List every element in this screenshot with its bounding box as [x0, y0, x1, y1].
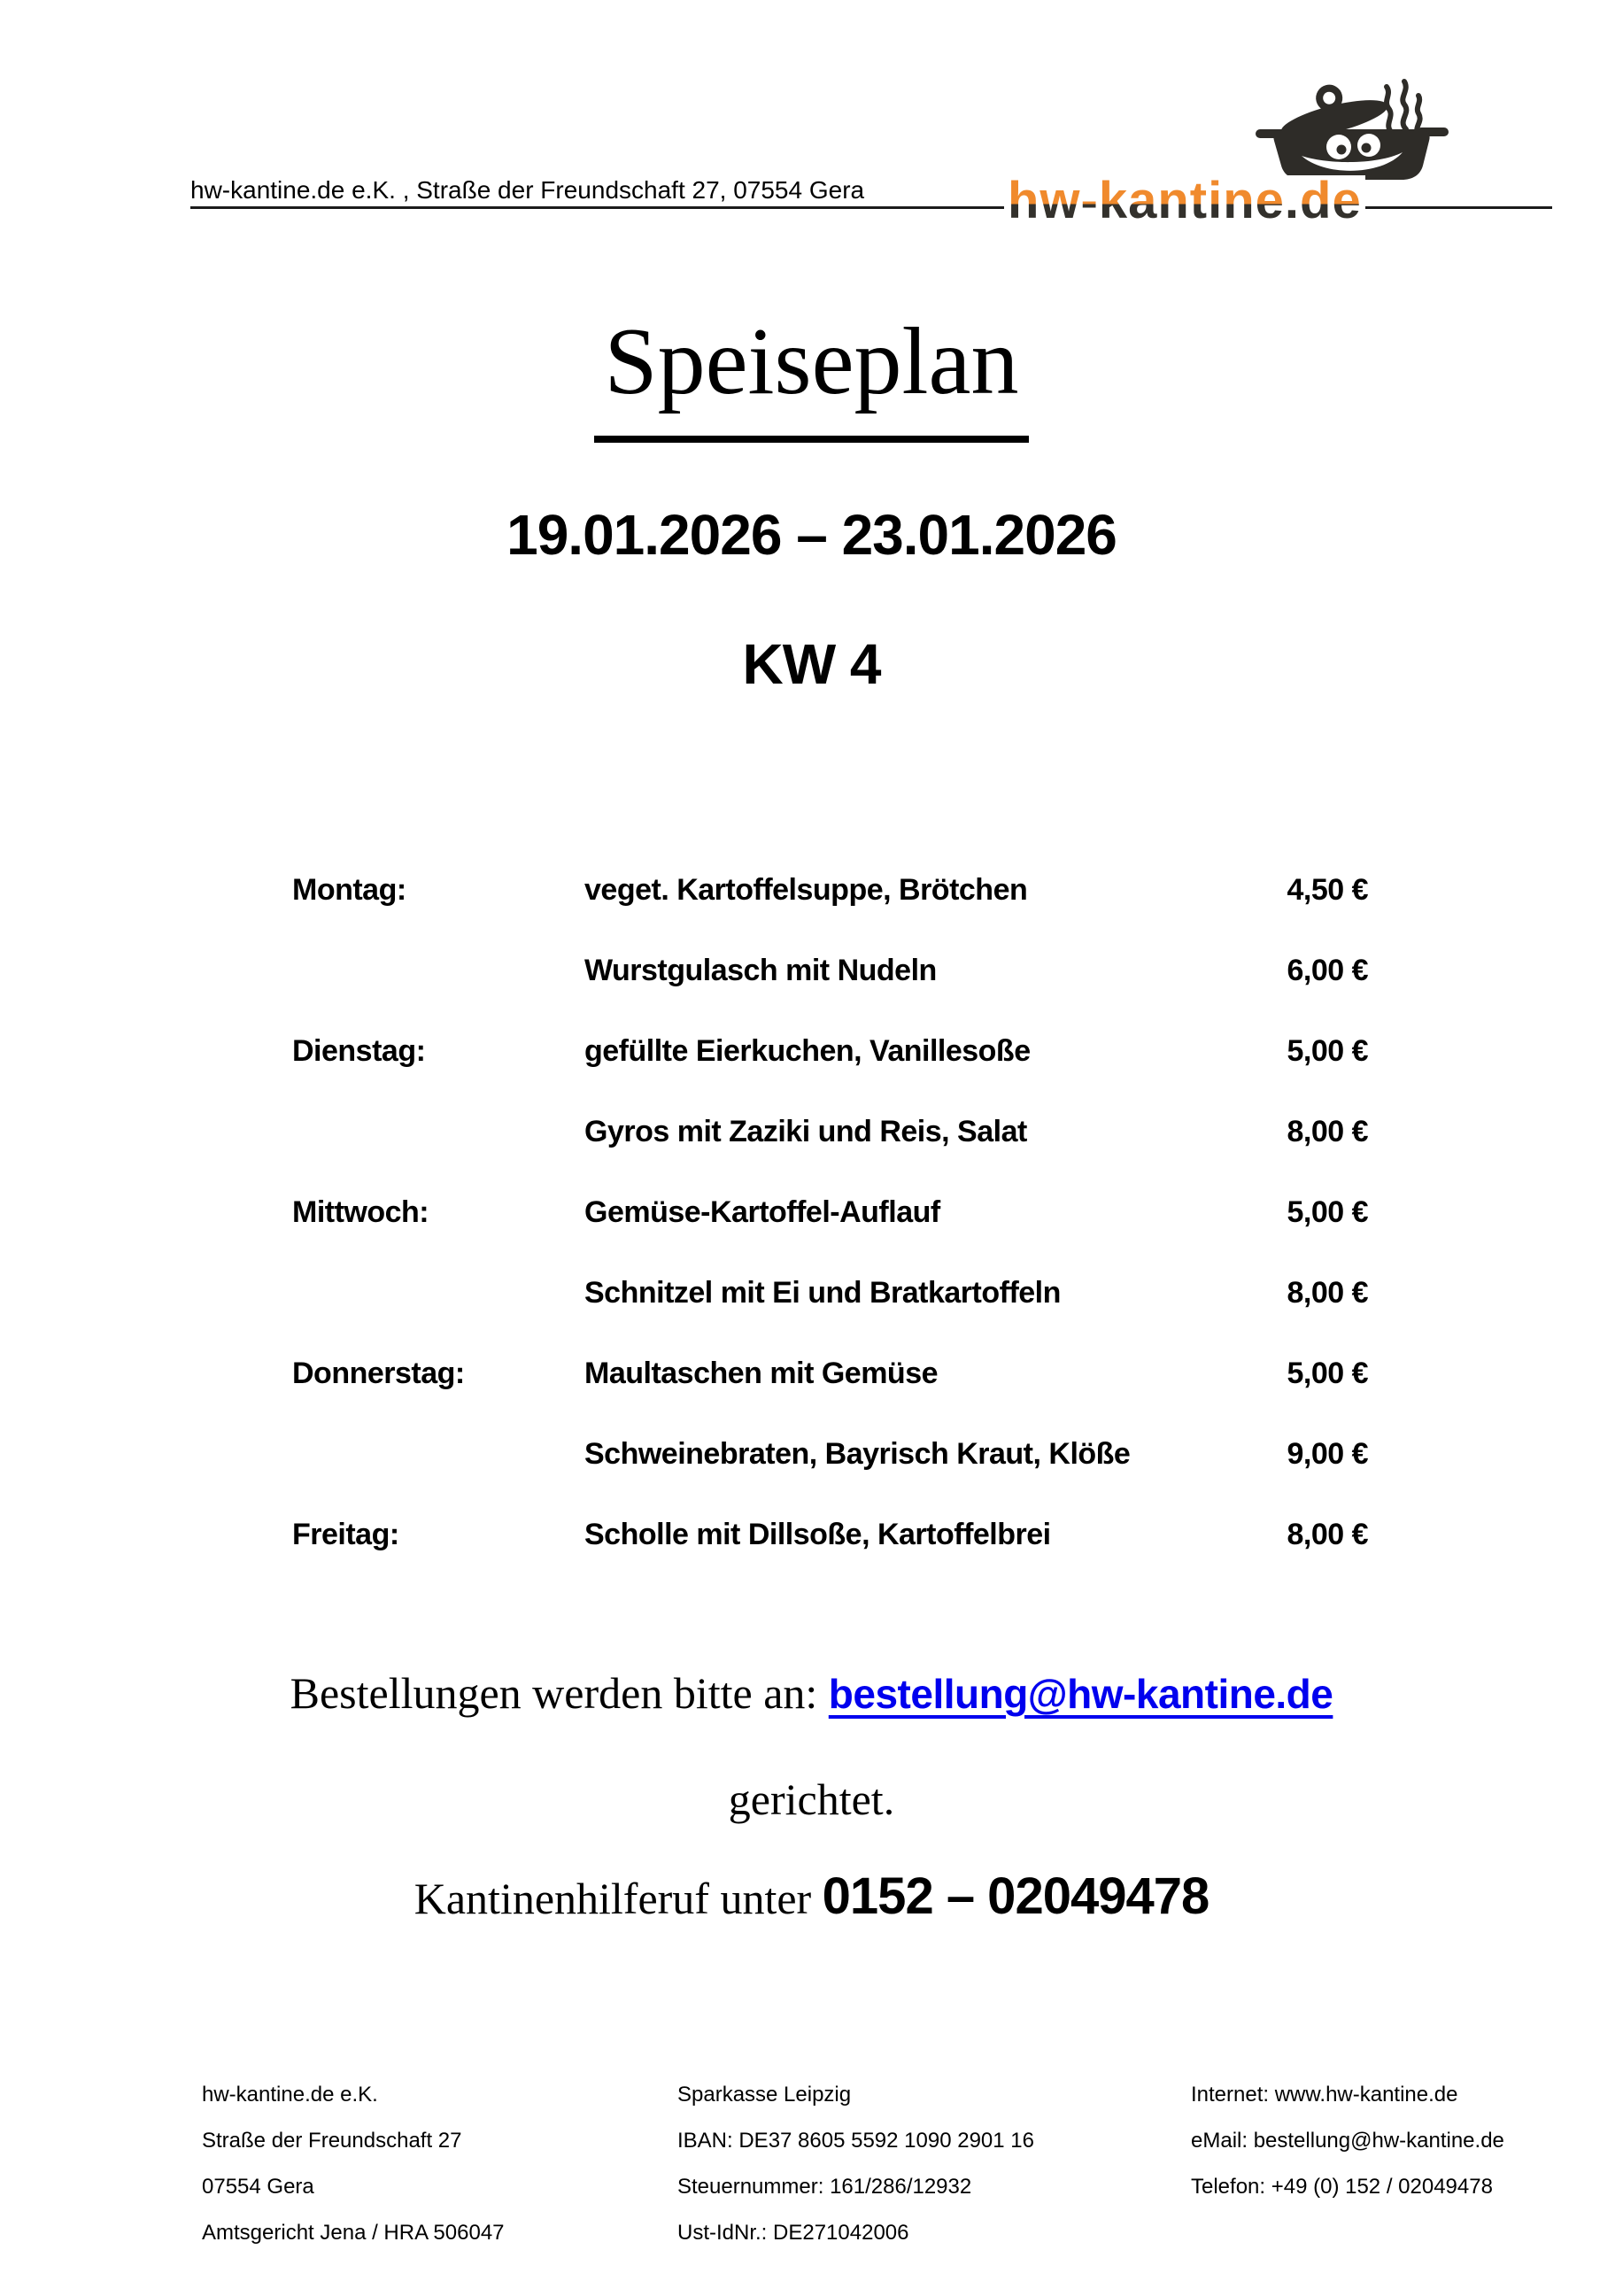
dish-price: 8,00 €: [1287, 1276, 1368, 1310]
footer-city: 07554 Gera: [202, 2175, 314, 2199]
dish-price: 4,50 €: [1287, 873, 1368, 907]
dish-name: gefüllte Eierkuchen, Vanillesoße: [584, 1034, 1031, 1068]
hotline-line: [0, 1867, 1623, 1928]
dish-price: 6,00 €: [1287, 954, 1368, 987]
footer-street: Straße der Freundschaft 27: [202, 2129, 462, 2153]
logo-wordmark: hw-kantine.de: [1004, 175, 1365, 228]
menu-row: [292, 1092, 1368, 1172]
dish-name: Maultaschen mit Gemüse: [584, 1357, 939, 1390]
company-address-line: hw-kantine.de e.K. , Straße der Freundschaft 27, 07554 Gera: [190, 176, 865, 204]
page-title: Speiseplan: [594, 290, 1030, 443]
footer-bank-column: [677, 2072, 1034, 2256]
menu-row: [292, 1495, 1368, 1575]
dish-price: 8,00 €: [1287, 1518, 1368, 1551]
dish-name: Gyros mit Zaziki und Reis, Salat: [584, 1115, 1027, 1148]
logo: [993, 78, 1507, 229]
day-label: Donnerstag:: [292, 1357, 465, 1390]
calendar-week: KW 4: [742, 632, 881, 696]
day-label: [292, 1253, 584, 1334]
footer-tax-number: Steuernummer: 161/286/12932: [677, 2175, 972, 2199]
day-label: Dienstag:: [292, 1034, 426, 1068]
menu-row: [292, 1172, 1368, 1253]
footer-company-name: hw-kantine.de e.K.: [202, 2083, 378, 2107]
dish-name: Scholle mit Dillsoße, Kartoffelbrei: [584, 1518, 1051, 1551]
hotline-text: Kantinenhilferuf unter: [413, 1874, 823, 1923]
menu-table: [292, 850, 1368, 1575]
footer: [0, 2072, 1623, 2276]
day-label: [292, 1092, 584, 1172]
footer-phone: Telefon: +49 (0) 152 / 02049478: [1191, 2175, 1493, 2199]
footer-contact-column: [1191, 2072, 1504, 2210]
menu-row: [292, 1011, 1368, 1092]
date-range: 19.01.2026 – 23.01.2026: [506, 503, 1117, 567]
day-label: [292, 931, 584, 1011]
day-label: Montag:: [292, 873, 406, 907]
order-instruction-line: [0, 1665, 1623, 1722]
order-instruction-text: Bestellungen werden bitte an:: [290, 1668, 829, 1718]
footer-vat-id: Ust-IdNr.: DE271042006: [677, 2221, 909, 2245]
order-instruction-suffix: gerichtet.: [728, 1774, 895, 1824]
hotline-number: 0152 – 02049478: [822, 1867, 1210, 1925]
menu-row: [292, 1253, 1368, 1334]
day-label: Mittwoch:: [292, 1195, 429, 1229]
dish-name: Gemüse-Kartoffel-Auflauf: [584, 1195, 940, 1229]
dish-price: 5,00 €: [1287, 1034, 1368, 1068]
dish-price: 9,00 €: [1287, 1437, 1368, 1471]
dish-name: Wurstgulasch mit Nudeln: [584, 954, 937, 987]
footer-court-register: Amtsgericht Jena / HRA 506047: [202, 2221, 505, 2245]
dish-name: veget. Kartoffelsuppe, Brötchen: [584, 873, 1028, 907]
day-label: Freitag:: [292, 1518, 399, 1551]
dish-price: 5,00 €: [1287, 1195, 1368, 1229]
menu-row: [292, 931, 1368, 1011]
menu-row: [292, 1334, 1368, 1414]
footer-bank-name: Sparkasse Leipzig: [677, 2083, 852, 2107]
footer-iban: IBAN: DE37 8605 5592 1090 2901 16: [677, 2129, 1034, 2153]
dish-price: 8,00 €: [1287, 1115, 1368, 1148]
day-label: [292, 1414, 584, 1495]
footer-website: Internet: www.hw-kantine.de: [1191, 2083, 1458, 2107]
dish-price: 5,00 €: [1287, 1357, 1368, 1390]
dish-name: Schnitzel mit Ei und Bratkartoffeln: [584, 1276, 1061, 1310]
order-email-link[interactable]: bestellung@hw-kantine.de: [828, 1671, 1333, 1717]
menu-row: [292, 1414, 1368, 1495]
menu-row: [292, 850, 1368, 931]
footer-company-column: [202, 2072, 505, 2256]
dish-name: Schweinebraten, Bayrisch Kraut, Klöße: [584, 1437, 1131, 1471]
footer-email: eMail: bestellung@hw-kantine.de: [1191, 2129, 1504, 2153]
